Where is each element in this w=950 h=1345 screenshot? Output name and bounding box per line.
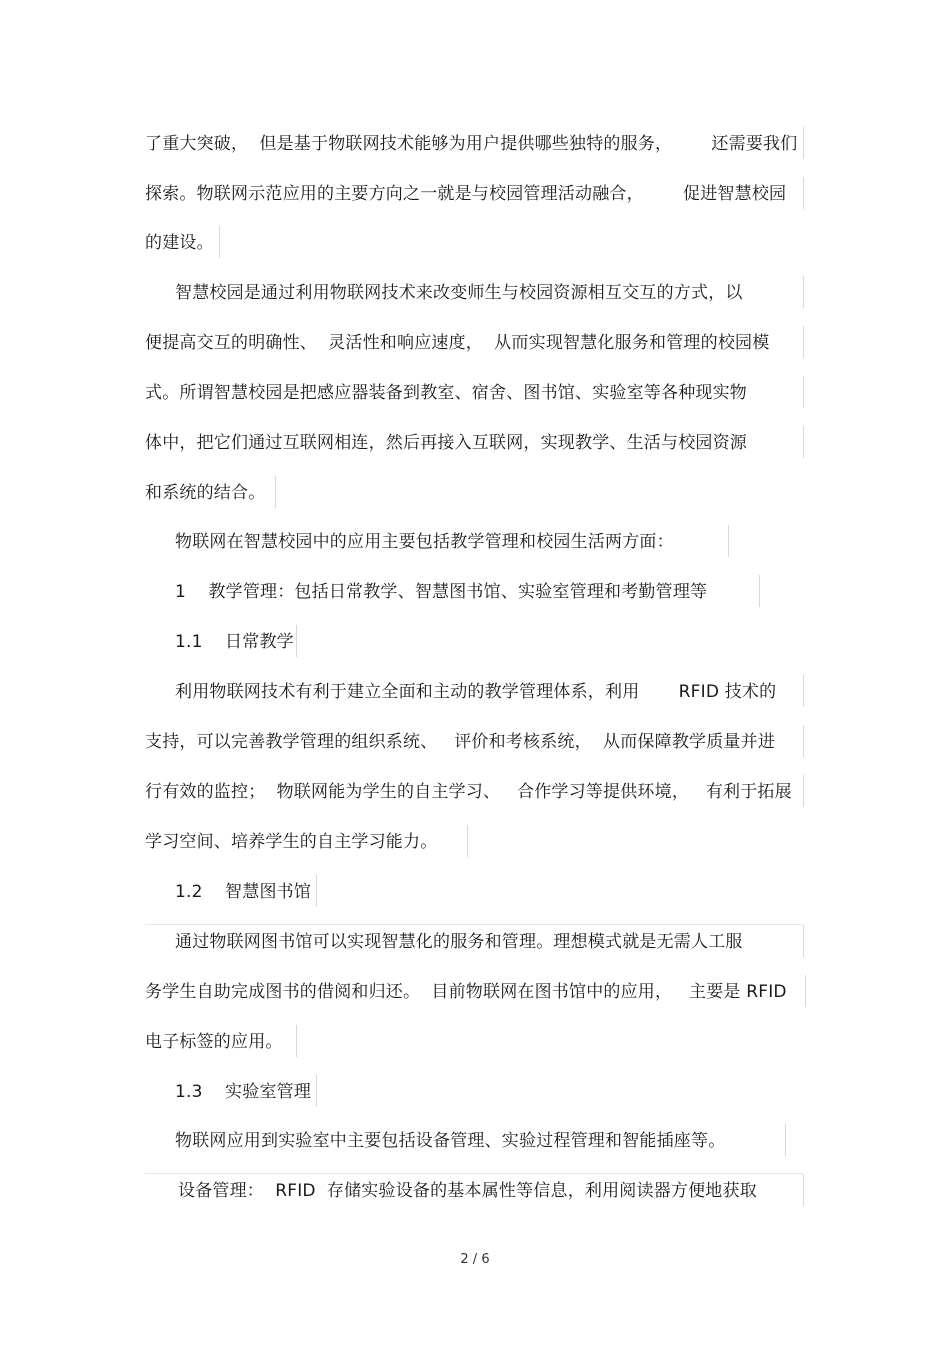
text-box-edge bbox=[145, 924, 803, 925]
body-line-6: 式。所谓智慧校园是把感应器装备到教室、宿舍、图书馆、实验室等各种现实物 bbox=[145, 383, 747, 403]
body-line-1: 了重大突破， 但是基于物联网技术能够为用户提供哪些独特的服务， 还需要我们 bbox=[145, 134, 798, 154]
page-number: 2 / 6 bbox=[460, 1252, 490, 1267]
text-box-edge bbox=[803, 177, 804, 209]
body-line-9: 物联网在智慧校园中的应用主要包括教学管理和校园生活两方面： bbox=[175, 532, 674, 552]
body-line-13: 学习空间、培养学生的自主学习能力。 bbox=[145, 832, 438, 852]
body-line-7: 体中，把它们通过互联网相连，然后再接入互联网，实现教学、生活与校园资源 bbox=[145, 433, 747, 453]
text-box-edge bbox=[803, 725, 804, 757]
text-box-edge bbox=[803, 1174, 804, 1206]
text-box-edge bbox=[803, 775, 804, 807]
text-box-edge bbox=[803, 925, 804, 957]
subsection-heading-1-1: 1.1 日常教学 bbox=[175, 632, 294, 652]
body-line-16: 电子标签的应用。 bbox=[145, 1032, 283, 1052]
text-box-edge bbox=[803, 127, 804, 159]
body-line-14: 通过物联网图书馆可以实现智慧化的服务和管理。理想模式就是无需人工服 bbox=[175, 932, 743, 952]
text-box-edge bbox=[467, 825, 468, 857]
text-box-edge bbox=[296, 625, 297, 657]
text-box-edge bbox=[803, 326, 804, 358]
body-line-5: 便提高交互的明确性、 灵活性和响应速度， 从而实现智慧化服务和管理的校园模 bbox=[145, 333, 770, 353]
body-line-11: 支持，可以完善教学管理的组织系统、 评价和考核系统， 从而保障教学质量并进 bbox=[145, 732, 776, 752]
subsection-heading-1-3: 1.3 实验室管理 bbox=[175, 1082, 312, 1102]
text-box-edge bbox=[145, 1173, 803, 1174]
text-box-edge bbox=[803, 426, 804, 458]
body-line-4: 智慧校园是通过利用物联网技术来改变师生与校园资源相互交互的方式，以 bbox=[175, 283, 743, 303]
text-box-edge bbox=[296, 1025, 297, 1057]
text-box-edge bbox=[805, 975, 806, 1007]
body-line-17: 物联网应用到实验室中主要包括设备管理、实验过程管理和智能插座等。 bbox=[175, 1131, 726, 1151]
section-heading-1: 1 教学管理：包括日常教学、智慧图书馆、实验室管理和考勤管理等 bbox=[175, 582, 708, 602]
text-box-edge bbox=[759, 575, 760, 607]
text-box-edge bbox=[316, 875, 317, 907]
text-box-edge bbox=[785, 1124, 786, 1156]
body-line-12: 行有效的监控； 物联网能为学生的自主学习、 合作学习等提供环境， 有利于拓展 bbox=[145, 782, 792, 802]
subsection-heading-1-2: 1.2 智慧图书馆 bbox=[175, 882, 312, 902]
body-line-3: 的建设。 bbox=[145, 233, 214, 253]
body-line-2: 探索。物联网示范应用的主要方向之一就是与校园管理活动融合， 促进智慧校园 bbox=[145, 184, 787, 204]
text-box-edge bbox=[728, 525, 729, 557]
text-box-edge bbox=[803, 675, 804, 707]
body-line-15: 务学生自助完成图书的借阅和归还。 目前物联网在图书馆中的应用， 主要是 RFID bbox=[145, 982, 787, 1002]
body-line-10: 利用物联网技术有利于建立全面和主动的教学管理体系，利用 RFID 技术的 bbox=[175, 682, 777, 702]
body-line-18: 设备管理： RFID 存储实验设备的基本属性等信息，利用阅读器方便地获取 bbox=[178, 1181, 757, 1201]
text-box-edge bbox=[275, 476, 276, 508]
text-box-edge bbox=[803, 376, 804, 408]
text-box-edge bbox=[316, 1075, 317, 1107]
body-line-8: 和系统的结合。 bbox=[145, 483, 266, 503]
text-box-edge bbox=[803, 276, 804, 308]
text-box-edge bbox=[219, 226, 220, 258]
